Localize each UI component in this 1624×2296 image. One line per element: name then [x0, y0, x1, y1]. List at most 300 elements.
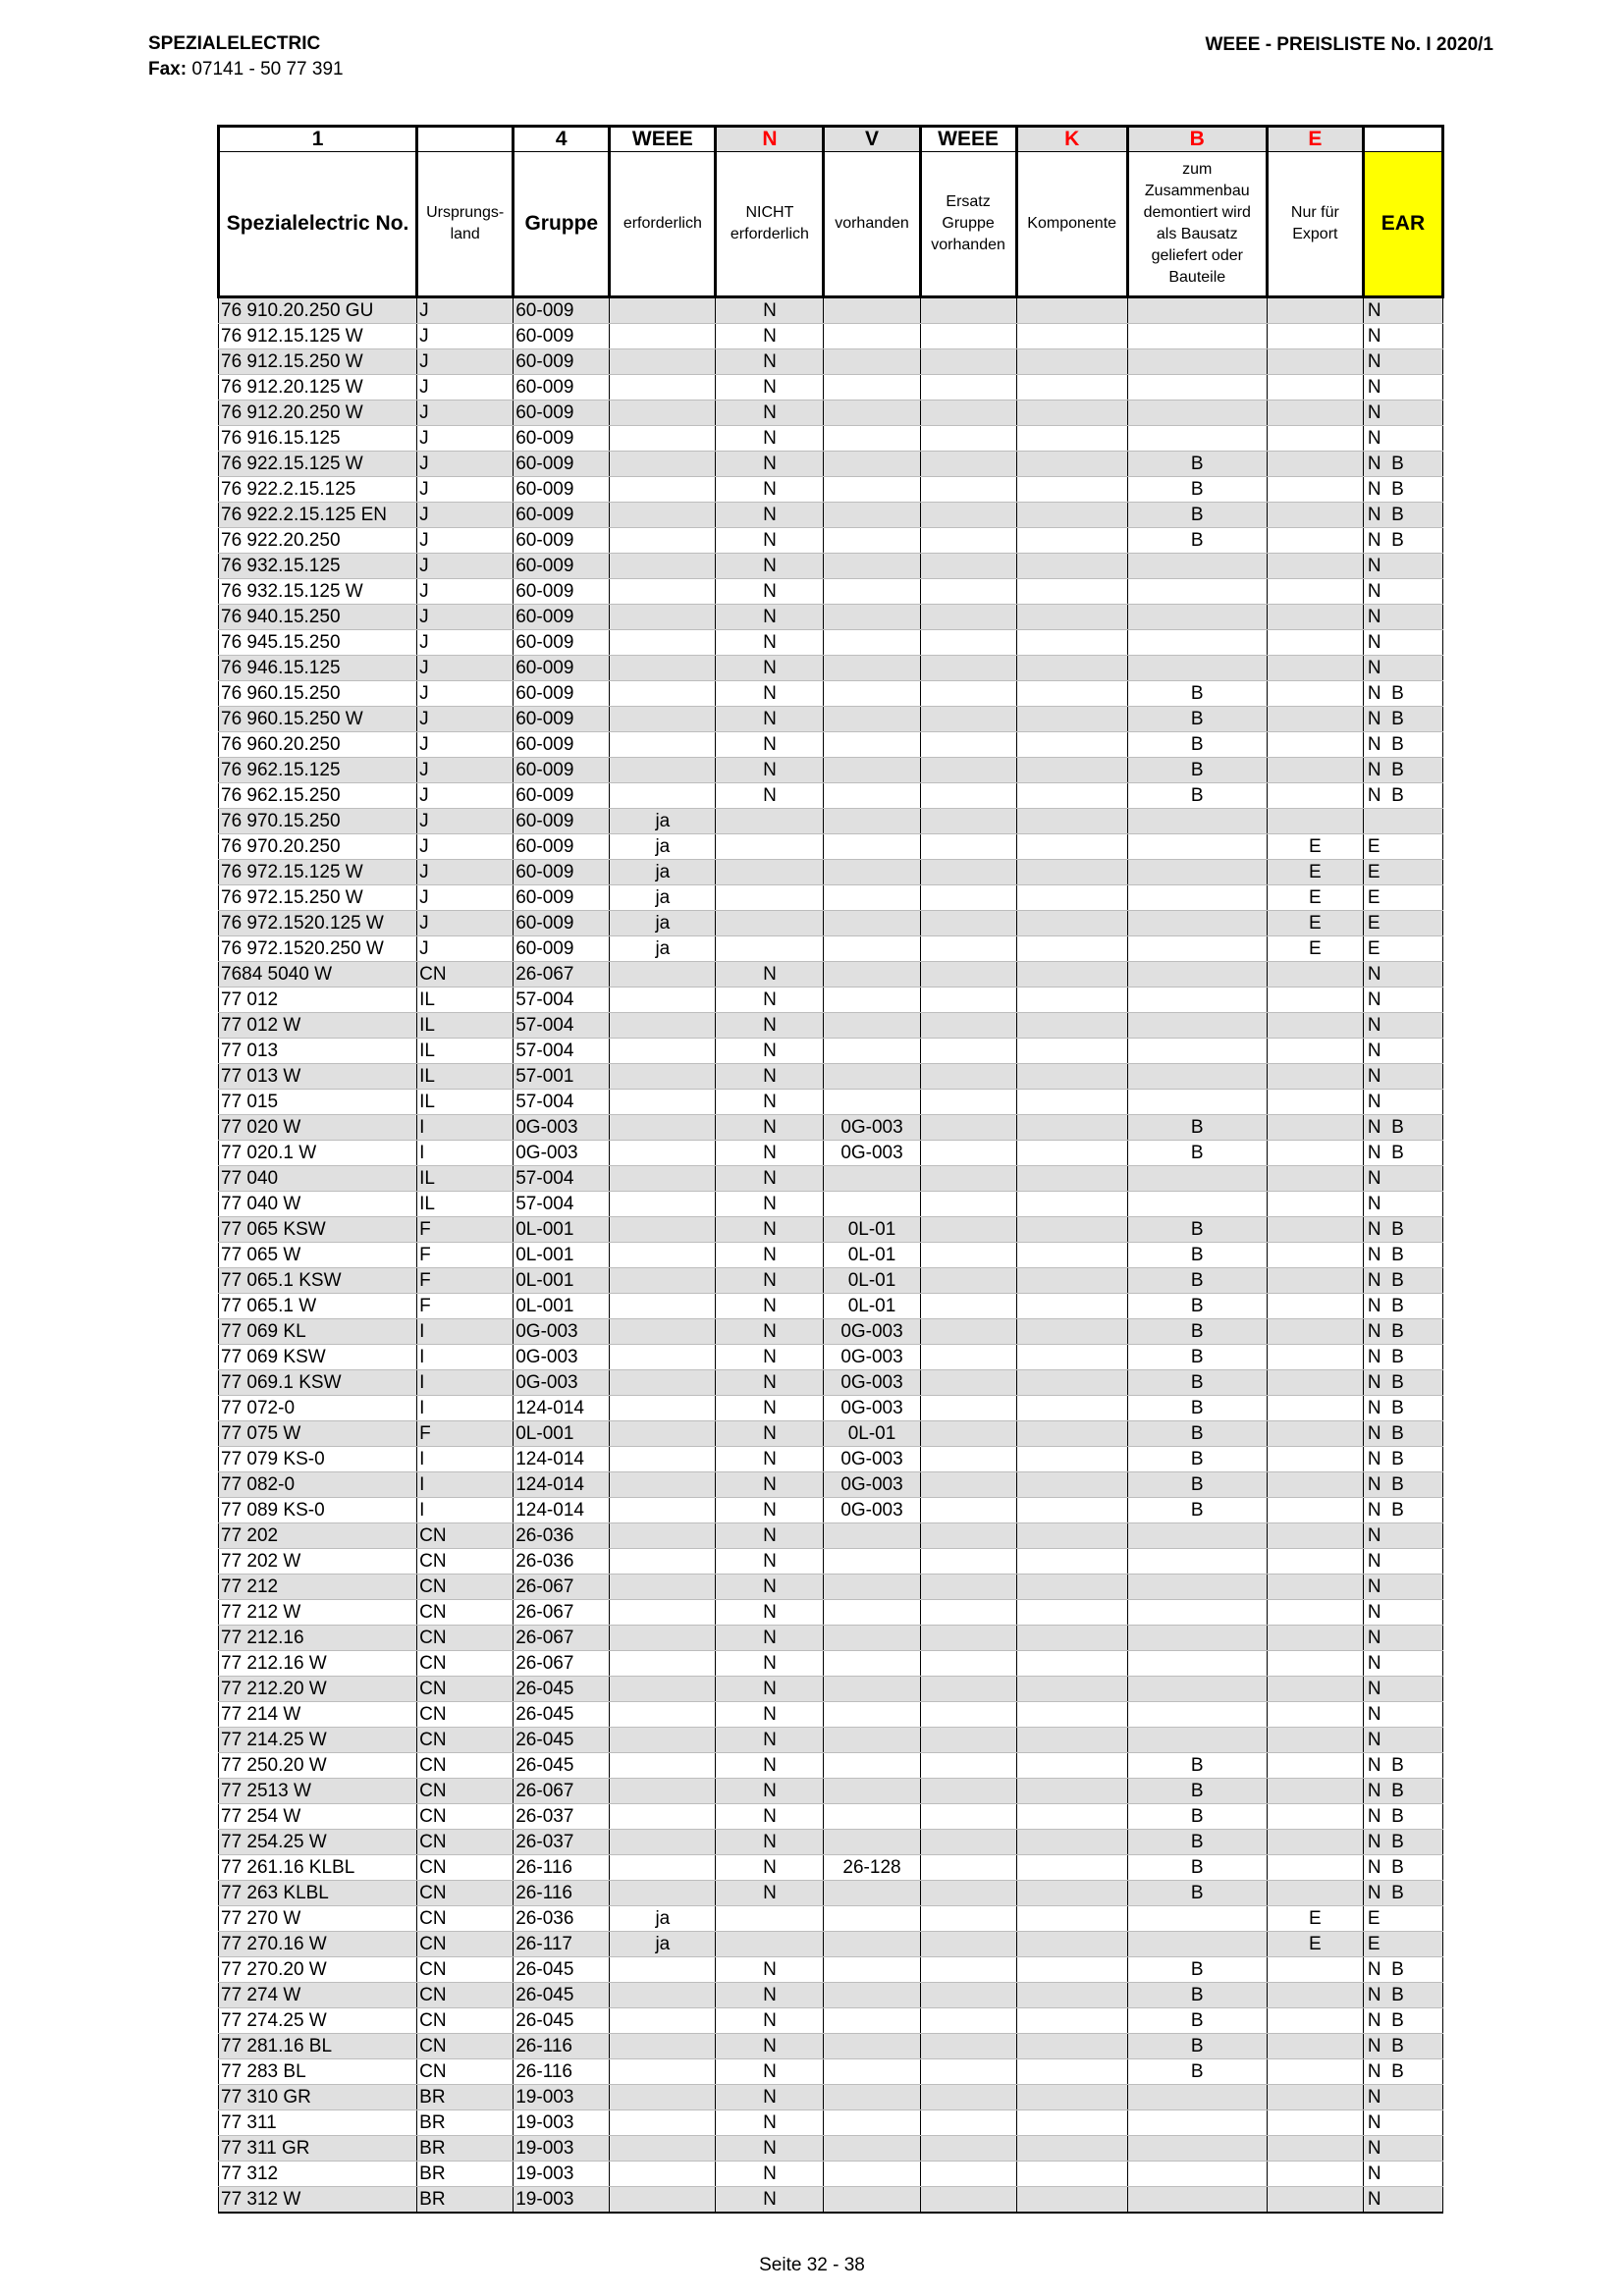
col-article-no-cell: 76 972.15.250 W — [219, 885, 417, 911]
col-available-cell — [824, 1523, 920, 1549]
col-not-required-cell: N — [716, 1396, 824, 1421]
col-not-required-cell: N — [716, 962, 824, 988]
col-replacement-group-cell — [920, 1166, 1016, 1192]
col-available-cell: 0L-01 — [824, 1294, 920, 1319]
table-row — [219, 579, 1443, 605]
col-article-no-cell: 76 922.2.15.125 — [219, 477, 417, 503]
col-article-no-cell: 76 972.1520.250 W — [219, 936, 417, 962]
col-replacement-group-cell — [920, 988, 1016, 1013]
col-assembly-kit-cell: B — [1127, 1345, 1267, 1370]
col-group-cell: 26-036 — [514, 1906, 610, 1932]
col-article-no-cell: 77 013 — [219, 1039, 417, 1064]
col-group-cell: 60-009 — [514, 834, 610, 860]
col-component-cell — [1016, 1600, 1127, 1626]
page-number: Seite 32 - 38 — [759, 2255, 865, 2275]
col-not-required-cell — [716, 936, 824, 962]
col-available-cell — [824, 2059, 920, 2085]
table-row — [219, 936, 1443, 962]
col-not-required-cell: N — [716, 2085, 824, 2110]
col-assembly-kit-cell: B — [1127, 732, 1267, 758]
col-article-no-cell: 76 912.15.125 W — [219, 324, 417, 349]
col-origin-cell: CN — [417, 1626, 514, 1651]
col-not-required-cell: N — [716, 1881, 824, 1906]
table-row — [219, 2162, 1443, 2187]
col-available-cell: 0G-003 — [824, 1115, 920, 1141]
col-component-cell — [1016, 783, 1127, 809]
col-assembly-kit-cell: B — [1127, 758, 1267, 783]
col-replacement-group-cell — [920, 1549, 1016, 1575]
col-ear-cell: E — [1363, 911, 1442, 936]
col-available-cell — [824, 834, 920, 860]
col-assembly-kit-cell — [1127, 936, 1267, 962]
col-ear-cell: N — [1363, 1626, 1442, 1651]
col-export-only-cell — [1267, 1396, 1363, 1421]
col-replacement-group-cell — [920, 426, 1016, 452]
col-component-cell — [1016, 605, 1127, 630]
col-export-only-cell — [1267, 503, 1363, 528]
col-export-only-cell — [1267, 656, 1363, 681]
col-replacement-group-cell — [920, 1983, 1016, 2008]
col-export-only-cell — [1267, 2162, 1363, 2187]
col-article-no-cell: 76 912.20.125 W — [219, 375, 417, 400]
col-export-only-cell: E — [1267, 834, 1363, 860]
code-cell — [417, 127, 514, 152]
col-assembly-kit-cell: B — [1127, 2034, 1267, 2059]
col-ear-cell: N — [1363, 426, 1442, 452]
col-not-required-cell — [716, 809, 824, 834]
col-assembly-kit-cell: B — [1127, 528, 1267, 554]
col-component-cell — [1016, 732, 1127, 758]
col-export-only-cell — [1267, 1064, 1363, 1090]
col-not-required-cell: N — [716, 1039, 824, 1064]
col-ear-cell: N — [1363, 605, 1442, 630]
col-available-cell — [824, 1932, 920, 1957]
col-article-no-cell: 76 946.15.125 — [219, 656, 417, 681]
col-weee-required-cell — [610, 297, 716, 324]
col-replacement-group-cell — [920, 1268, 1016, 1294]
col-not-required-cell: N — [716, 477, 824, 503]
col-group-cell: 124-014 — [514, 1472, 610, 1498]
col-available-cell — [824, 1957, 920, 1983]
col-origin-cell: CN — [417, 1549, 514, 1575]
col-article-no-cell: 77 270.20 W — [219, 1957, 417, 1983]
col-replacement-group-cell — [920, 1345, 1016, 1370]
col-component-cell — [1016, 1115, 1127, 1141]
col-origin-cell: CN — [417, 1932, 514, 1957]
col-export-only-cell — [1267, 630, 1363, 656]
col-assembly-kit-cell — [1127, 885, 1267, 911]
col-weee-required-cell: ja — [610, 809, 716, 834]
table-row — [219, 2008, 1443, 2034]
col-component-cell — [1016, 1651, 1127, 1677]
table-row — [219, 1243, 1443, 1268]
col-component-cell — [1016, 707, 1127, 732]
col-available-cell — [824, 1830, 920, 1855]
col-ear-cell: N B — [1363, 452, 1442, 477]
col-not-required-cell: N — [716, 2162, 824, 2187]
col-group-cell: 57-004 — [514, 1192, 610, 1217]
col-weee-required-cell — [610, 1345, 716, 1370]
col-weee-required-cell — [610, 1421, 716, 1447]
col-group-cell: 0L-001 — [514, 1268, 610, 1294]
col-assembly-kit-cell: B — [1127, 1957, 1267, 1983]
col-export-only-cell — [1267, 1090, 1363, 1115]
col-available-cell — [824, 732, 920, 758]
table-row — [219, 400, 1443, 426]
col-ear-cell: N B — [1363, 1243, 1442, 1268]
col-component-cell — [1016, 2187, 1127, 2214]
col-weee-required-cell — [610, 1141, 716, 1166]
col-ear-cell: N — [1363, 988, 1442, 1013]
col-not-required-cell: N — [716, 1651, 824, 1677]
col-available-cell — [824, 1753, 920, 1779]
col-weee-required-cell — [610, 452, 716, 477]
table-row — [219, 1447, 1443, 1472]
table-row — [219, 452, 1443, 477]
col-not-required-cell — [716, 1932, 824, 1957]
col-available-cell — [824, 1064, 920, 1090]
col-weee-required-cell — [610, 605, 716, 630]
table-row — [219, 1141, 1443, 1166]
col-available-cell: 0G-003 — [824, 1472, 920, 1498]
col-available-cell — [824, 1728, 920, 1753]
col-group-cell: 60-009 — [514, 605, 610, 630]
col-origin-cell: BR — [417, 2162, 514, 2187]
table-row — [219, 1192, 1443, 1217]
col-ear-cell: N B — [1363, 1217, 1442, 1243]
col-ear-cell: N — [1363, 1166, 1442, 1192]
col-group-cell: 57-004 — [514, 1013, 610, 1039]
col-group-cell: 26-067 — [514, 1626, 610, 1651]
table-row — [219, 1677, 1443, 1702]
col-origin-cell: J — [417, 758, 514, 783]
col-available-cell — [824, 324, 920, 349]
col-component-cell — [1016, 1804, 1127, 1830]
col-origin-cell: CN — [417, 1983, 514, 2008]
col-assembly-kit-cell — [1127, 1626, 1267, 1651]
col-export-only-cell — [1267, 1472, 1363, 1498]
col-group-cell: 60-009 — [514, 452, 610, 477]
col-article-no-cell: 77 065 W — [219, 1243, 417, 1268]
col-not-required-cell: N — [716, 1243, 824, 1268]
col-group-cell: 57-004 — [514, 1039, 610, 1064]
col-available-cell — [824, 1702, 920, 1728]
col-group-cell: 60-009 — [514, 758, 610, 783]
col-export-only-cell — [1267, 988, 1363, 1013]
code-cell: WEEE — [610, 127, 716, 152]
col-weee-required-cell — [610, 349, 716, 375]
col-export-only-cell — [1267, 758, 1363, 783]
col-export-only-cell — [1267, 1881, 1363, 1906]
col-export-only-cell — [1267, 2085, 1363, 2110]
col-component-cell — [1016, 1090, 1127, 1115]
col-origin-cell: BR — [417, 2085, 514, 2110]
col-not-required-cell: N — [716, 783, 824, 809]
col-group-cell: 60-009 — [514, 426, 610, 452]
table-row — [219, 528, 1443, 554]
col-article-no-cell: 77 075 W — [219, 1421, 417, 1447]
col-component-cell — [1016, 1753, 1127, 1779]
col-origin-cell: IL — [417, 1166, 514, 1192]
col-group-cell: 26-036 — [514, 1523, 610, 1549]
col-component-cell — [1016, 1141, 1127, 1166]
col-weee-required-cell — [610, 1855, 716, 1881]
col-assembly-kit-cell — [1127, 860, 1267, 885]
col-replacement-group-cell — [920, 1192, 1016, 1217]
col-ear-cell: N B — [1363, 1345, 1442, 1370]
col-ear-cell: N B — [1363, 528, 1442, 554]
col-available-cell — [824, 1983, 920, 2008]
col-origin-cell: CN — [417, 1702, 514, 1728]
col-component-cell — [1016, 1294, 1127, 1319]
col-export-only-cell: E — [1267, 936, 1363, 962]
col-available-cell — [824, 988, 920, 1013]
col-export-only-cell — [1267, 1779, 1363, 1804]
col-available-cell — [824, 426, 920, 452]
col-group-cell: 60-009 — [514, 681, 610, 707]
table-row — [219, 988, 1443, 1013]
col-ear-cell: N — [1363, 1039, 1442, 1064]
col-ear-cell: N B — [1363, 681, 1442, 707]
col-weee-required-cell — [610, 1268, 716, 1294]
col-not-required-cell: N — [716, 2110, 824, 2136]
col-ear-cell: N B — [1363, 1421, 1442, 1447]
col-assembly-kit-cell — [1127, 349, 1267, 375]
col-available-cell — [824, 809, 920, 834]
col-origin-cell: J — [417, 860, 514, 885]
col-assembly-kit-cell — [1127, 1575, 1267, 1600]
col-ear-cell: N B — [1363, 732, 1442, 758]
col-replacement-group-cell — [920, 2008, 1016, 2034]
col-not-required-cell: N — [716, 1370, 824, 1396]
table-row — [219, 2034, 1443, 2059]
col-group-cell: 60-009 — [514, 630, 610, 656]
col-group-cell: 60-009 — [514, 885, 610, 911]
table-row — [219, 1753, 1443, 1779]
col-assembly-kit-cell — [1127, 426, 1267, 452]
col-not-required-cell: N — [716, 1115, 824, 1141]
col-ear-cell: N — [1363, 1702, 1442, 1728]
col-replacement-group-cell — [920, 1575, 1016, 1600]
col-weee-required-cell: ja — [610, 834, 716, 860]
col-article-no-cell: 77 270 W — [219, 1906, 417, 1932]
col-export-only-cell — [1267, 1626, 1363, 1651]
col-article-no-cell: 77 212.16 W — [219, 1651, 417, 1677]
col-export-only-cell — [1267, 1498, 1363, 1523]
fax-label: Fax: — [148, 59, 188, 80]
col-weee-required-cell — [610, 630, 716, 656]
col-replacement-group-header: Ersatz Gruppe vorhanden — [920, 152, 1016, 297]
col-replacement-group-cell — [920, 962, 1016, 988]
col-assembly-kit-header: zum Zusammenbau demontiert wird als Bausatz geliefert oder Bauteile — [1127, 152, 1267, 297]
table-body — [219, 297, 1443, 2214]
col-available-cell — [824, 605, 920, 630]
col-weee-required-cell — [610, 1702, 716, 1728]
col-article-no-cell: 76 960.20.250 — [219, 732, 417, 758]
table-row — [219, 681, 1443, 707]
col-weee-required-cell — [610, 2059, 716, 2085]
col-origin-cell: IL — [417, 1013, 514, 1039]
fax-line — [148, 57, 344, 82]
col-available-cell — [824, 2085, 920, 2110]
col-available-cell — [824, 707, 920, 732]
col-ear-cell: N — [1363, 2136, 1442, 2162]
col-replacement-group-cell — [920, 1498, 1016, 1523]
col-component-cell — [1016, 681, 1127, 707]
col-available-cell — [824, 681, 920, 707]
col-replacement-group-cell — [920, 528, 1016, 554]
col-replacement-group-cell — [920, 1906, 1016, 1932]
col-group-cell: 57-004 — [514, 1090, 610, 1115]
col-article-no-cell: 76 910.20.250 GU — [219, 297, 417, 324]
col-component-cell — [1016, 1855, 1127, 1881]
col-available-cell: 0G-003 — [824, 1498, 920, 1523]
col-weee-required-cell — [610, 477, 716, 503]
col-available-cell — [824, 1626, 920, 1651]
col-origin-cell: I — [417, 1370, 514, 1396]
col-export-only-cell — [1267, 1013, 1363, 1039]
col-origin-cell: CN — [417, 1830, 514, 1855]
col-group-cell: 60-009 — [514, 707, 610, 732]
col-component-cell — [1016, 1421, 1127, 1447]
col-available-cell — [824, 1192, 920, 1217]
col-replacement-group-cell — [920, 375, 1016, 400]
col-origin-cell: J — [417, 911, 514, 936]
col-assembly-kit-cell — [1127, 554, 1267, 579]
col-ear-cell: N B — [1363, 1983, 1442, 2008]
col-replacement-group-cell — [920, 2110, 1016, 2136]
col-group-cell: 26-116 — [514, 2034, 610, 2059]
col-article-no-cell: 77 250.20 W — [219, 1753, 417, 1779]
col-weee-required-cell — [610, 375, 716, 400]
col-origin-cell: J — [417, 656, 514, 681]
col-replacement-group-cell — [920, 2162, 1016, 2187]
col-export-only-cell — [1267, 1345, 1363, 1370]
col-ear-cell: N B — [1363, 758, 1442, 783]
col-origin-cell: CN — [417, 1651, 514, 1677]
col-weee-required-cell — [610, 988, 716, 1013]
table-row — [219, 1906, 1443, 1932]
col-assembly-kit-cell: B — [1127, 477, 1267, 503]
col-assembly-kit-cell — [1127, 1166, 1267, 1192]
col-component-cell — [1016, 1370, 1127, 1396]
col-not-required-cell: N — [716, 2034, 824, 2059]
col-replacement-group-cell — [920, 681, 1016, 707]
col-weee-required-cell: ja — [610, 1906, 716, 1932]
col-component-cell — [1016, 1932, 1127, 1957]
col-export-only-cell — [1267, 1294, 1363, 1319]
col-assembly-kit-cell: B — [1127, 1396, 1267, 1421]
col-origin-cell: CN — [417, 1677, 514, 1702]
col-assembly-kit-cell — [1127, 1728, 1267, 1753]
col-component-cell — [1016, 2110, 1127, 2136]
col-not-required-cell: N — [716, 1345, 824, 1370]
col-not-required-cell: N — [716, 1702, 824, 1728]
col-replacement-group-cell — [920, 1855, 1016, 1881]
company-name: SPEZIALELECTRIC — [148, 33, 321, 54]
col-component-cell — [1016, 1549, 1127, 1575]
col-not-required-cell: N — [716, 375, 824, 400]
col-article-no-cell: 76 970.20.250 — [219, 834, 417, 860]
col-available-cell: 26-128 — [824, 1855, 920, 1881]
col-article-no-cell: 77 312 W — [219, 2187, 417, 2214]
col-assembly-kit-cell: B — [1127, 1472, 1267, 1498]
col-ear-cell: E — [1363, 1906, 1442, 1932]
col-article-no-cell: 77 311 — [219, 2110, 417, 2136]
col-available-cell: 0G-003 — [824, 1319, 920, 1345]
col-ear-cell: N B — [1363, 1753, 1442, 1779]
col-weee-required-cell — [610, 1498, 716, 1523]
col-component-cell — [1016, 1268, 1127, 1294]
col-replacement-group-cell — [920, 1294, 1016, 1319]
col-article-no-cell: 77 270.16 W — [219, 1932, 417, 1957]
col-ear-header: EAR — [1363, 152, 1442, 297]
col-not-required-cell: N — [716, 1983, 824, 2008]
col-available-cell — [824, 1779, 920, 1804]
col-article-no-cell: 76 912.20.250 W — [219, 400, 417, 426]
col-group-cell: 26-045 — [514, 1753, 610, 1779]
col-origin-cell: F — [417, 1294, 514, 1319]
col-not-required-cell: N — [716, 1957, 824, 1983]
col-component-cell — [1016, 630, 1127, 656]
col-origin-cell: J — [417, 297, 514, 324]
col-article-no-cell: 77 012 — [219, 988, 417, 1013]
col-available-cell — [824, 400, 920, 426]
col-export-only-cell — [1267, 1753, 1363, 1779]
col-not-required-cell: N — [716, 1013, 824, 1039]
col-group-cell: 124-014 — [514, 1396, 610, 1421]
col-assembly-kit-cell: B — [1127, 1983, 1267, 2008]
col-weee-required-cell — [610, 1957, 716, 1983]
col-ear-cell: N B — [1363, 2059, 1442, 2085]
col-available-cell — [824, 656, 920, 681]
col-component-cell — [1016, 962, 1127, 988]
col-weee-required-cell — [610, 1064, 716, 1090]
table-row — [219, 297, 1443, 324]
col-component-cell — [1016, 1345, 1127, 1370]
col-ear-cell: N B — [1363, 477, 1442, 503]
table-row — [219, 630, 1443, 656]
col-component-cell — [1016, 2059, 1127, 2085]
col-export-only-cell — [1267, 297, 1363, 324]
col-article-no-cell: 76 945.15.250 — [219, 630, 417, 656]
col-not-required-cell: N — [716, 1830, 824, 1855]
col-weee-required-cell — [610, 1804, 716, 1830]
col-origin-cell: J — [417, 630, 514, 656]
col-replacement-group-cell — [920, 1957, 1016, 1983]
col-component-cell — [1016, 1447, 1127, 1472]
col-weee-required-cell — [610, 324, 716, 349]
col-origin-cell: CN — [417, 1753, 514, 1779]
col-component-cell — [1016, 477, 1127, 503]
col-export-only-cell: E — [1267, 885, 1363, 911]
col-not-required-cell: N — [716, 707, 824, 732]
col-article-no-cell: 77 283 BL — [219, 2059, 417, 2085]
col-replacement-group-cell — [920, 1753, 1016, 1779]
col-replacement-group-cell — [920, 1115, 1016, 1141]
col-assembly-kit-cell — [1127, 2110, 1267, 2136]
col-replacement-group-cell — [920, 2136, 1016, 2162]
col-article-no-cell: 76 960.15.250 W — [219, 707, 417, 732]
col-ear-cell: N — [1363, 400, 1442, 426]
col-article-no-cell: 76 932.15.125 W — [219, 579, 417, 605]
col-replacement-group-cell — [920, 1779, 1016, 1804]
col-weee-required-cell — [610, 1192, 716, 1217]
col-available-cell — [824, 2110, 920, 2136]
col-group-cell: 124-014 — [514, 1447, 610, 1472]
col-ear-cell: N — [1363, 579, 1442, 605]
col-available-cell — [824, 1575, 920, 1600]
